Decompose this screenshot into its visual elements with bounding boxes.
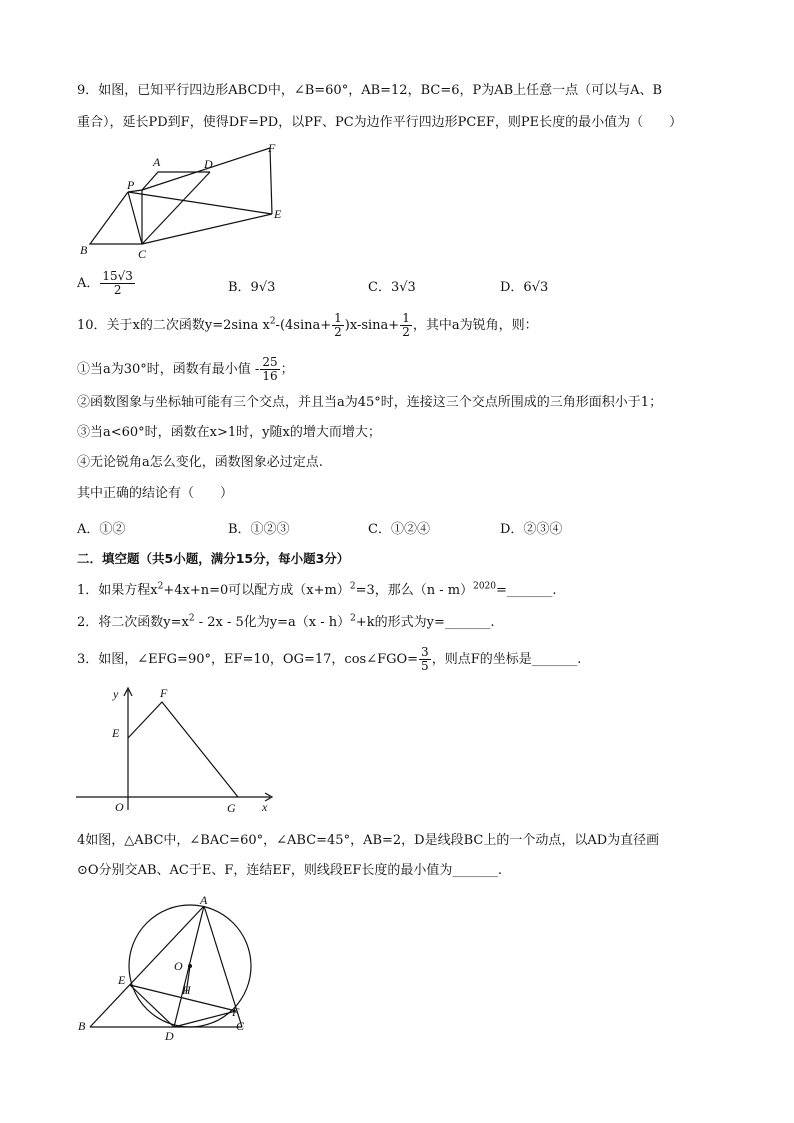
q10-item3: ③当a<60°时，函数在x>1时，y随x的增大而增大； [77, 425, 381, 440]
fill4-label-b: B [78, 1019, 86, 1033]
q9-option-a[interactable]: A． $\frac{15√3}{2}$ [77, 269, 133, 297]
q10-item2: ②函数图象与坐标轴可能有三个交点，并且当a为45°时，连接这三个交点所围成的三角形面积小于1； [77, 395, 663, 410]
q9-option-c[interactable]: C．3√3 [368, 280, 416, 295]
q10-item4: ④无论锐角a怎么变化，函数图象必过定点. [77, 455, 323, 470]
q9-line2: 重合），延长PD到F，使得DF=PD，以PF、PC为边作平行四边形PCEF，则PE长度的最小值为（ ） [77, 115, 683, 130]
fill3-figure [74, 684, 280, 816]
fill4-label-a: A [200, 894, 208, 907]
fill3-label-e: E [112, 726, 120, 740]
q9-label-d: D [204, 157, 213, 171]
fill3-label-y: y [113, 687, 119, 701]
fill4-label-o: O [174, 959, 183, 973]
fill4-label-e: E [118, 973, 126, 987]
q9-option-d[interactable]: D．6√3 [500, 280, 549, 295]
q9-label-f: F [268, 142, 276, 155]
fill4-label-d: D [165, 1029, 174, 1043]
q10-option-a[interactable]: A．①② [77, 522, 126, 537]
fill4-figure [74, 894, 260, 1044]
fill4-center-dot [188, 964, 192, 968]
q9-label-p: P [127, 178, 135, 192]
fill4-line2: ⊙O分别交AB、AC于E、F，连结EF，则线段EF长度的最小值为_______. [77, 863, 502, 878]
section2-title: 二．填空题（共5小题，满分15分，每小题3分） [77, 551, 350, 566]
q10-stem: 10．关于x的二次函数y=2sina $x^2-(4\sin a+$ $\frac{1}{2}$ )x-sina+ $\frac{1}{2}$ ，其中a为锐角，则： [77, 311, 538, 339]
fill3-label-o: O [115, 800, 124, 814]
fill3-label-x: x [262, 800, 268, 814]
q10-question: 其中正确的结论有（ ） [77, 486, 234, 501]
fill2: 2．将二次函数$y=x^2 - 2x - 5$化为y=a（x - h）$^2$+k的形式为y=_______. [77, 613, 495, 630]
q10-item1: ①当a为30°时，函数有最小值 - $\frac{25}{16}$ ； [77, 355, 294, 383]
fill3-label-f: F [160, 686, 168, 700]
q9-line1: 9．如图，已知平行四边形ABCD中，∠B=60°，AB=12，BC=6，P为AB上任意一点（可以与A、B [77, 83, 663, 98]
q9-label-c: C [138, 247, 147, 261]
q10-option-d[interactable]: D．②③④ [500, 522, 563, 537]
q9-label-b: B [80, 243, 88, 257]
q9-label-a: A [153, 155, 161, 169]
fill4-line1: 4如图，△ABC中，∠BAC=60°，∠ABC=45°，AB=2，D是线段BC上的一个动点，以AD为直径画 [77, 833, 660, 848]
fill3-label-g: G [227, 801, 236, 815]
q10-option-c[interactable]: C．①②④ [368, 522, 430, 537]
fill4-label-f: F [232, 1005, 240, 1019]
q10-option-b[interactable]: B．①②③ [228, 522, 290, 537]
fill4-label-h: H [182, 983, 191, 997]
q9-figure [80, 142, 290, 262]
fill4-label-c: C [236, 1019, 245, 1033]
fill3: 3．如图，∠EFG=90°，EF=10，OG=17，cos∠FGO= $\frac{3}{5}$ ，则点F的坐标是_______. [77, 645, 582, 673]
q9-label-e: E [274, 207, 282, 221]
q9-option-b[interactable]: B．9√3 [228, 280, 276, 295]
fill1: 1．如果方程$x^2+4x+n=0$可以配方成$(x+m)^2=3$，那么（n - m）$^{2020}$=_______. [77, 581, 557, 598]
